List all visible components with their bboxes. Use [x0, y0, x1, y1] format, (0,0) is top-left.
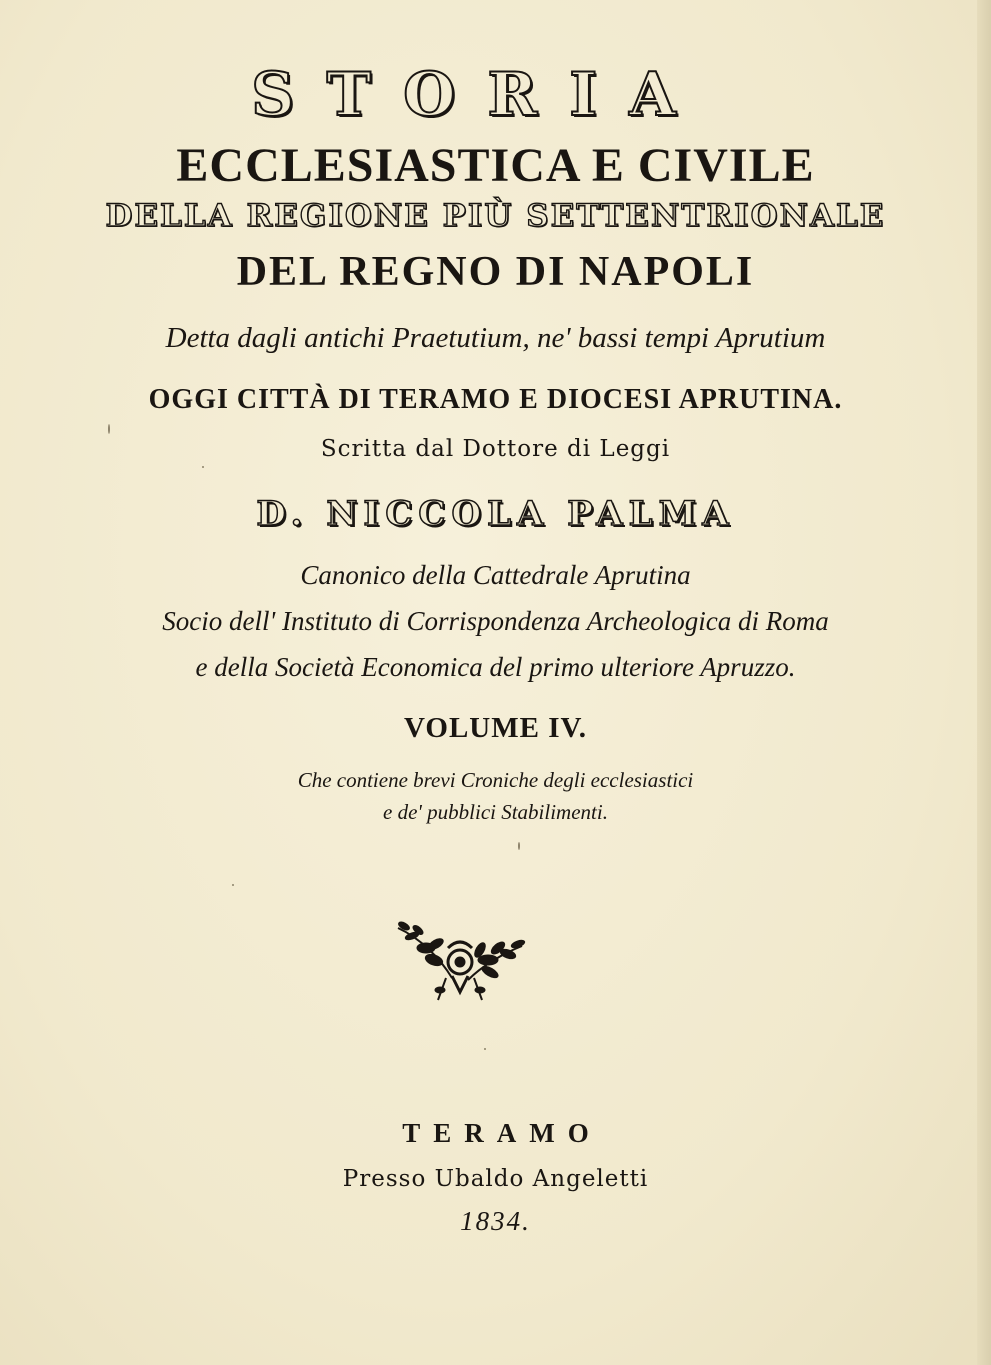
publication-year: 1834. — [460, 1206, 531, 1236]
title-regno-di-napoli: DEL REGNO DI NAPOLI — [236, 249, 755, 295]
title-ecclesiastica: ECCLESIASTICA E CIVILE — [176, 139, 815, 192]
author-role-canonico: Canonico della Cattedrale Aprutina — [300, 560, 691, 590]
paper-speck — [202, 466, 204, 468]
author-name: D. NICCOLA PALMA — [256, 494, 735, 534]
author-role-socio: Socio dell' Instituto di Corrispondenza Archeologica di Roma — [162, 606, 829, 636]
publication-place: TERAMO — [402, 1118, 602, 1148]
written-by-line: Scritta dal Dottore di Leggi — [320, 436, 671, 462]
paper-speck — [518, 842, 520, 850]
paper-speck — [232, 884, 234, 886]
subtitle-detta: Detta dagli antichi Praetutium, ne' bassi tempi Aprutium — [165, 322, 826, 354]
title-della-regione: DELLA REGIONE PIÙ SETTENTRIONALE — [105, 198, 886, 234]
paper-speck — [108, 424, 110, 434]
paper-speck — [484, 1048, 486, 1050]
author-role-societa: e della Società Economica del primo ulteriore Apruzzo. — [195, 652, 796, 682]
floral-vignette-icon — [390, 918, 530, 1004]
printer-line: Presso Ubaldo Angeletti — [342, 1166, 649, 1192]
subtitle-teramo: OGGI CITTÀ DI TERAMO E DIOCESI APRUTINA. — [148, 384, 843, 415]
contents-line-2: e de' pubblici Stabilimenti. — [383, 800, 608, 824]
volume-number: VOLUME IV. — [404, 712, 587, 744]
title-storia: STORIA — [251, 60, 708, 130]
contents-line-1: Che contiene brevi Croniche degli ecclesiastici — [297, 768, 694, 792]
